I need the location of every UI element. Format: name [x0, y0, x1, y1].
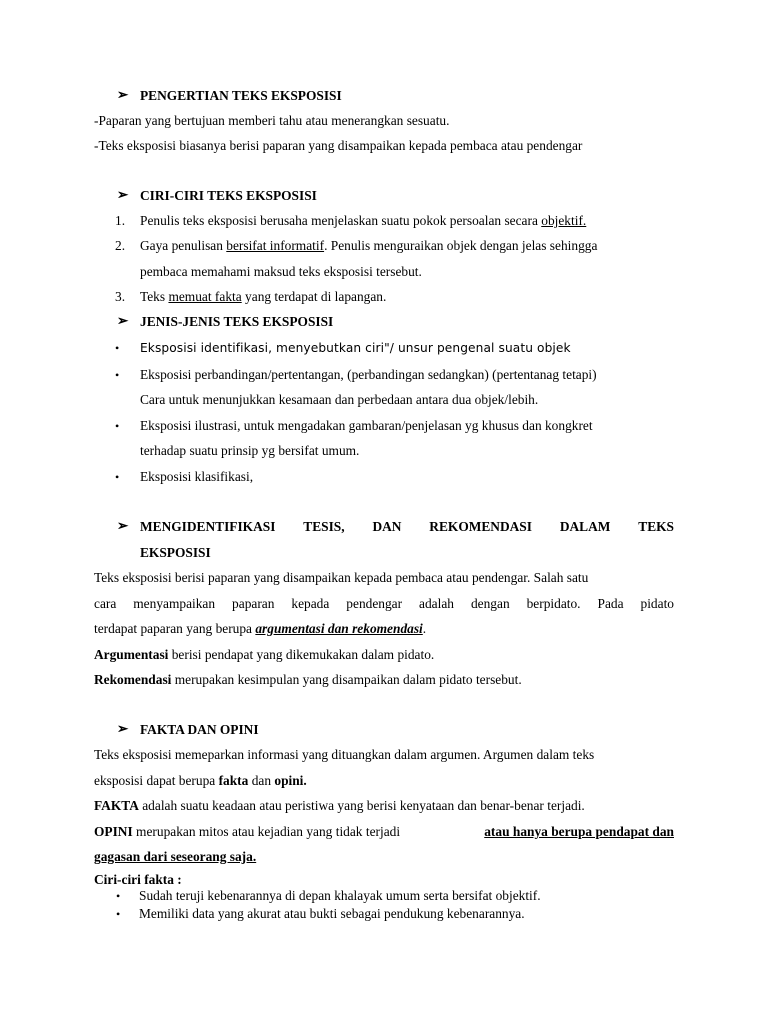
ciri-fakta-heading: Ciri-ciri fakta :	[94, 872, 182, 887]
ciri-item-2-post: . Penulis menguraikan objek dengan jelas sehingga	[324, 238, 598, 253]
paragraph-line-3	[94, 620, 426, 638]
argumentasi-text: berisi pendapat yang dikemukakan dalam pidato.	[168, 647, 435, 662]
list-number: 2.	[115, 238, 126, 253]
arrow-bullet-icon: ➢	[117, 187, 129, 202]
jenis-item-ilustrasi-cont: terhadap suatu prinsip yg bersifat umum.	[140, 443, 360, 458]
heading-word: DALAM	[559, 519, 611, 534]
section-heading-jenis-jenis: JENIS-JENIS TEKS EKSPOSISI	[140, 314, 334, 329]
opini-emphasis-1: atau hanya berupa pendapat dan	[484, 824, 674, 839]
heading-word: DAN	[372, 519, 402, 534]
paragraph-line-3-pre: terdapat paparan yang berupa	[94, 621, 256, 636]
bullet-icon: •	[115, 368, 120, 382]
argumentasi-term: Argumentasi	[94, 647, 169, 662]
fakta-text: adalah suatu keadaan atau peristiwa yang berisi kenyataan dan benar-benar terjadi.	[138, 798, 585, 813]
bullet-icon: •	[116, 907, 121, 921]
ciri-item-2	[140, 237, 597, 255]
pengertian-line-2: -Teks eksposisi biasanya berisi paparan yang disampaikan kepada pembaca atau pendengar	[94, 138, 583, 153]
opini-word: opini.	[274, 773, 307, 788]
ciri-fakta-item-1: Sudah teruji kebenarannya di depan khalayak umum serta bersifat objektif.	[139, 888, 541, 903]
paragraph-line-2: cara menyampaikan paparan kepada pendengar adalah dengan berpidato. Pada pidato	[94, 596, 674, 611]
section-heading-pengertian: PENGERTIAN TEKS EKSPOSISI	[140, 88, 342, 103]
ciri-fakta-item-2: Memiliki data yang akurat atau bukti sebagai pendukung kebenarannya.	[139, 906, 525, 921]
rekomendasi-term: Rekomendasi	[94, 672, 172, 687]
paragraph-line-3-emphasis: argumentasi dan rekomendasi	[255, 621, 423, 636]
heading-word: MENGIDENTIFIKASI	[140, 519, 276, 534]
opini-text: merupakan mitos atau kejadian yang tidak terjadi	[132, 824, 401, 839]
opini-emphasis-2: gagasan dari seseorang saja.	[94, 849, 257, 864]
ciri-item-1-underlined: objektif.	[541, 213, 587, 228]
section-heading-mengidentifikasi	[140, 518, 674, 536]
jenis-item-klasifikasi: Eksposisi klasifikasi,	[140, 469, 254, 484]
bullet-icon: •	[115, 419, 120, 433]
jenis-item-perbandingan-cont: Cara untuk menunjukkan kesamaan dan perbedaan antara dua objek/lebih.	[140, 392, 539, 407]
ciri-item-3	[140, 288, 386, 306]
pengertian-line-1: -Paparan yang bertujuan memberi tahu atau menerangkan sesuatu.	[94, 113, 450, 128]
list-number: 1.	[115, 213, 126, 228]
opini-term: OPINI	[94, 824, 133, 839]
argumentasi-definition	[94, 646, 434, 664]
heading-word: TEKS	[638, 519, 674, 534]
heading-word: TESIS,	[303, 519, 345, 534]
arrow-bullet-icon: ➢	[117, 721, 129, 736]
paragraph-line-1: Teks eksposisi berisi paparan yang disampaikan kepada pembaca atau pendengar. Salah satu	[94, 570, 589, 585]
section-heading-mengidentifikasi-line2: EKSPOSISI	[140, 545, 211, 560]
paragraph-line-3-post: .	[422, 621, 427, 636]
arrow-bullet-icon: ➢	[117, 313, 129, 328]
fakta-term: FAKTA	[94, 798, 139, 813]
ciri-item-3-underlined: memuat fakta	[168, 289, 242, 304]
bullet-icon: •	[115, 470, 120, 484]
fakta-opini-line-2	[94, 772, 307, 790]
ciri-item-1-text: Penulis teks eksposisi berusaha menjelaskan suatu pokok persoalan secara	[140, 213, 542, 228]
heading-word: REKOMENDASI	[429, 519, 532, 534]
ciri-item-2-pre: Gaya penulisan	[140, 238, 227, 253]
fakta-opini-line-1: Teks eksposisi memeparkan informasi yang dituangkan dalam argumen. Argumen dalam teks	[94, 747, 595, 762]
fakta-definition	[94, 797, 585, 815]
ciri-item-2-underlined: bersifat informatif	[226, 238, 325, 253]
arrow-bullet-icon: ➢	[117, 518, 129, 533]
opini-definition	[94, 823, 674, 841]
list-number: 3.	[115, 289, 126, 304]
rekomendasi-text: merupakan kesimpulan yang disampaikan dalam pidato tersebut.	[171, 672, 522, 687]
ciri-item-1	[140, 212, 586, 230]
jenis-item-identifikasi: Eksposisi identifikasi, menyebutkan ciri"/ unsur pengenal suatu objek	[140, 341, 571, 355]
section-heading-fakta-opini: FAKTA DAN OPINI	[140, 722, 259, 737]
rekomendasi-definition	[94, 671, 522, 689]
ciri-item-2-continuation: pembaca memahami maksud teks eksposisi tersebut.	[140, 264, 422, 279]
bullet-icon: •	[116, 889, 121, 903]
bullet-icon: •	[115, 341, 120, 355]
jenis-item-ilustrasi: Eksposisi ilustrasi, untuk mengadakan gambaran/penjelasan yg khusus dan kongkret	[140, 418, 593, 433]
arrow-bullet-icon: ➢	[117, 87, 129, 102]
fakta-word: fakta	[218, 773, 249, 788]
section-heading-ciri-ciri: CIRI-CIRI TEKS EKSPOSISI	[140, 188, 317, 203]
jenis-item-perbandingan: Eksposisi perbandingan/pertentangan, (perbandingan sedangkan) (pertentanag tetapi)	[140, 367, 597, 382]
ciri-item-3-post: yang terdapat di lapangan.	[241, 289, 387, 304]
ciri-item-3-pre: Teks	[140, 289, 169, 304]
fakta-opini-line-2-mid: dan	[248, 773, 275, 788]
fakta-opini-line-2-pre: eksposisi dapat berupa	[94, 773, 219, 788]
